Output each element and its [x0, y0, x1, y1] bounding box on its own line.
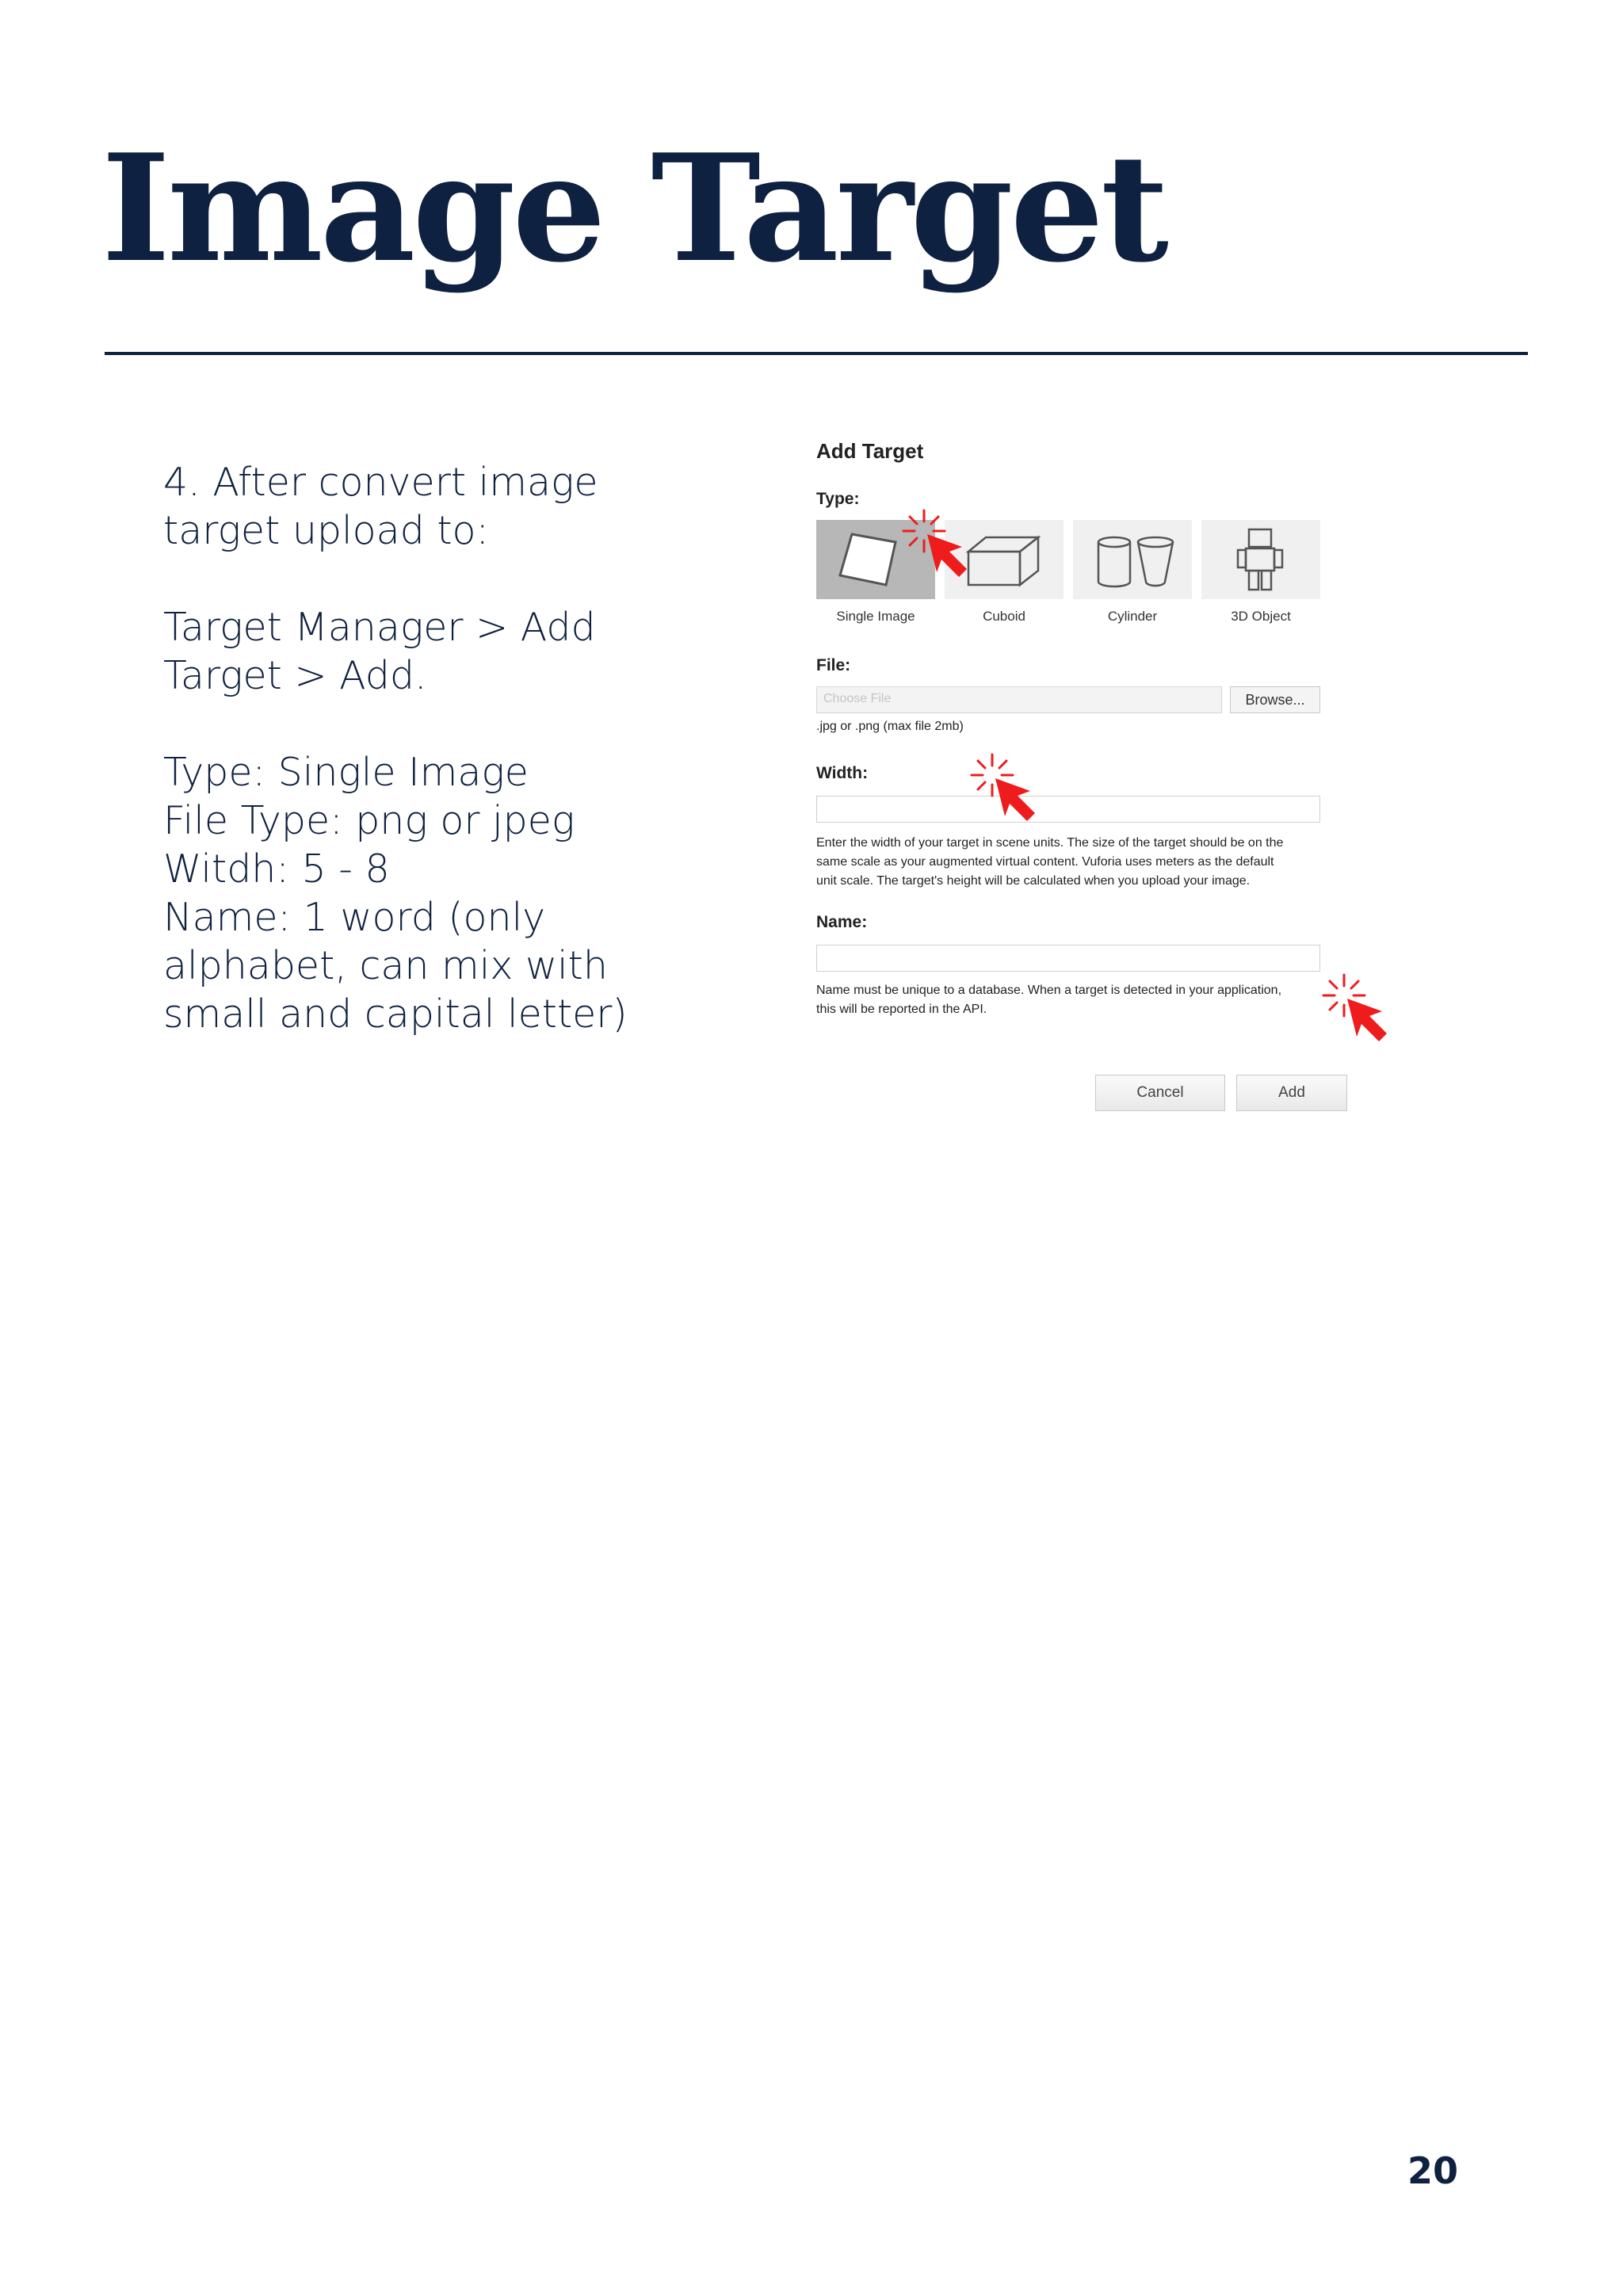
- click-cursor-icon: [900, 507, 987, 594]
- add-target-title: Add Target: [816, 439, 924, 463]
- width-help-line-2: same scale as your augmented virtual content. Vuforia uses meters as the default: [816, 855, 1274, 869]
- name-label: Name:: [816, 913, 868, 931]
- type-option-3d-object[interactable]: [1201, 520, 1320, 599]
- type-caption-cuboid: Cuboid: [983, 609, 1025, 624]
- cancel-button[interactable]: Cancel: [1095, 1075, 1225, 1111]
- type-instruction: Type: Single Image: [163, 750, 529, 795]
- add-target-screenshot: [816, 428, 1419, 1125]
- path-line-1: Target Manager > Add: [163, 605, 596, 650]
- click-cursor-icon: [1320, 972, 1407, 1059]
- name-help-line-1: Name must be unique to a database. When a target is detected in your application,: [816, 984, 1282, 997]
- file-note: .jpg or .png (max file 2mb): [816, 720, 964, 733]
- name-instruction-3: small and capital letter): [163, 991, 628, 1037]
- title-divider: [105, 352, 1528, 355]
- width-input[interactable]: [816, 796, 1320, 823]
- width-instruction: Witdh: 5 - 8: [163, 846, 390, 892]
- file-label: File:: [816, 656, 851, 674]
- name-instruction-1: Name: 1 word (only: [163, 895, 546, 940]
- browse-button[interactable]: Browse...: [1230, 686, 1320, 713]
- type-caption-single-image: Single Image: [836, 609, 915, 624]
- width-help: [816, 834, 1283, 891]
- file-type-instruction: File Type: png or jpeg: [163, 798, 575, 843]
- step-line-1: 4. After convert image: [163, 460, 598, 505]
- type-caption-3d-object: 3D Object: [1231, 609, 1291, 624]
- page-number: 20: [1407, 2149, 1459, 2192]
- click-cursor-icon: [968, 751, 1056, 839]
- name-help-line-2: this will be reported in the API.: [816, 1003, 987, 1016]
- width-label: Width:: [816, 764, 869, 782]
- type-caption-cylinder: Cylinder: [1107, 609, 1158, 624]
- 3d-object-icon: [1201, 520, 1320, 599]
- name-input[interactable]: [816, 945, 1320, 972]
- width-help-line-3: unit scale. The target's height will be calculated when you upload your image.: [816, 874, 1251, 888]
- name-help: [816, 981, 1281, 1019]
- cylinder-icon: [1073, 520, 1192, 599]
- type-selector: [816, 520, 1320, 599]
- name-instruction-2: alphabet, can mix with: [163, 943, 608, 988]
- page-title: Image Target: [101, 121, 1166, 295]
- width-help-line-1: Enter the width of your target in scene units. The size of the target should be on the: [816, 836, 1284, 850]
- type-label: Type:: [816, 490, 860, 508]
- type-option-cylinder[interactable]: [1073, 520, 1192, 599]
- instructions-text: [163, 458, 670, 1038]
- file-input[interactable]: Choose File: [816, 686, 1222, 713]
- path-line-2: Target > Add.: [163, 653, 427, 698]
- step-line-2: target upload to:: [163, 508, 490, 553]
- add-button[interactable]: Add: [1236, 1075, 1347, 1111]
